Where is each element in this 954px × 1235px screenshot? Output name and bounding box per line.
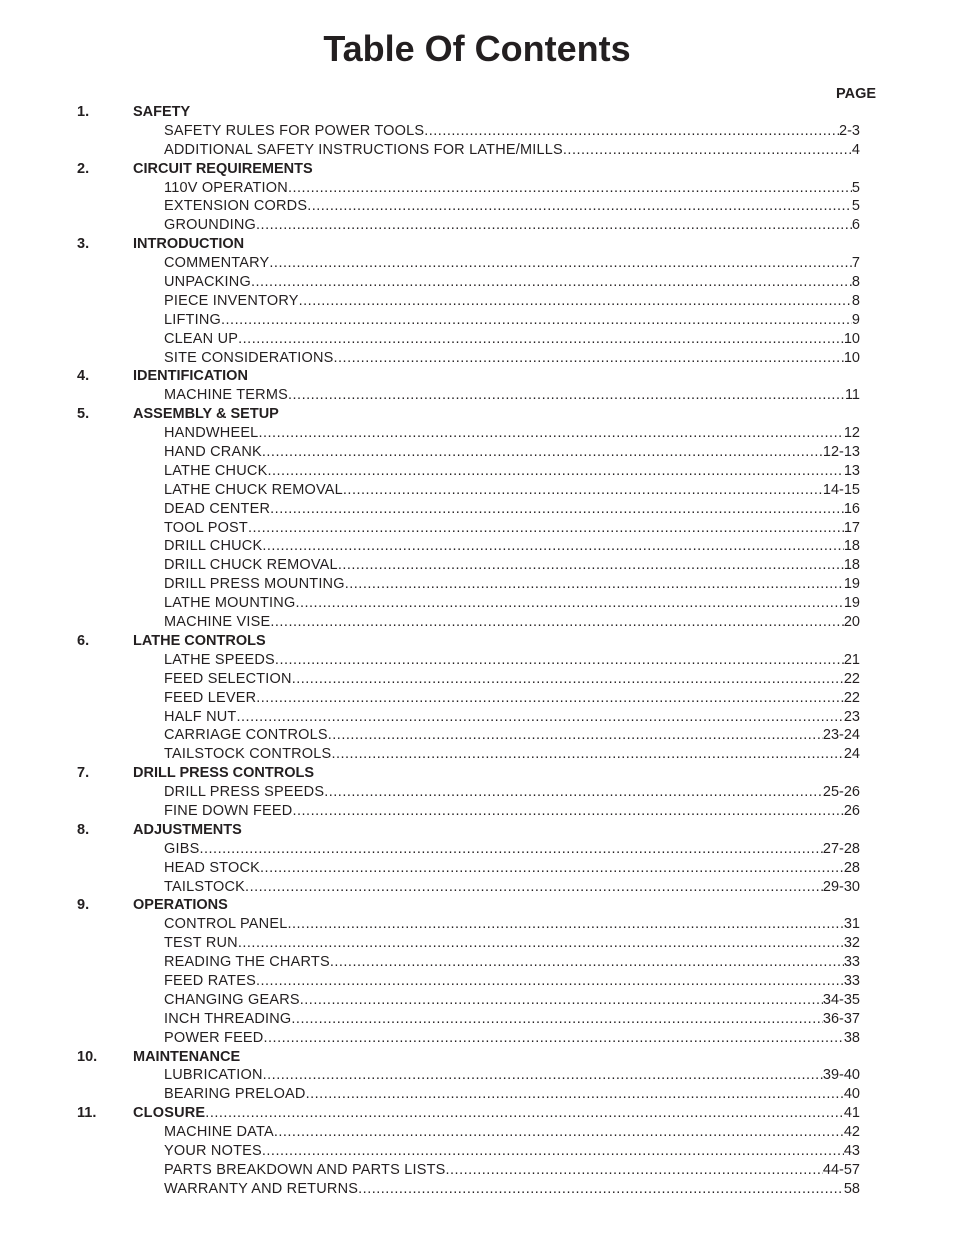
toc-entry xyxy=(0,1029,954,1048)
toc-entry-line xyxy=(164,953,860,972)
page-number: 5 xyxy=(851,179,860,196)
dot-leader xyxy=(274,1123,844,1142)
entry-title: CLEAN UP xyxy=(164,330,239,347)
dot-leader xyxy=(237,708,844,727)
entry-title: LATHE SPEEDS xyxy=(164,651,275,668)
entry-title: CHANGING GEARS xyxy=(164,991,300,1008)
entry-title: DEAD CENTER xyxy=(164,500,271,517)
dot-leader xyxy=(295,594,843,613)
entry-title: TOOL POST xyxy=(164,519,248,536)
toc-entry-line xyxy=(164,1010,860,1029)
dot-leader xyxy=(358,1180,844,1199)
toc-section xyxy=(0,632,954,651)
page-number: 14-15 xyxy=(822,481,860,498)
toc-entry-line xyxy=(164,197,860,216)
toc-entry xyxy=(0,330,954,349)
page-number: 10 xyxy=(843,330,860,347)
entry-title: CONTROL PANEL xyxy=(164,916,288,933)
toc-entry-line xyxy=(164,802,860,821)
section-title: DRILL PRESS CONTROLS xyxy=(133,765,314,782)
section-title: ADJUSTMENTS xyxy=(133,821,242,838)
entry-title: INCH THREADING xyxy=(164,1010,292,1027)
toc-section xyxy=(0,405,954,424)
page-number: 23-24 xyxy=(822,727,860,744)
toc-entry xyxy=(0,311,954,330)
toc-section xyxy=(0,764,954,783)
section-number: 3. xyxy=(77,236,90,253)
toc-entry-line xyxy=(164,1142,860,1161)
section-title: IDENTIFICATION xyxy=(133,368,248,385)
page-number: 7 xyxy=(851,255,860,272)
toc-entry xyxy=(0,292,954,311)
page-number: 31 xyxy=(843,916,860,933)
page-number: 25-26 xyxy=(822,784,860,801)
dot-leader xyxy=(256,216,852,235)
section-entry xyxy=(133,1104,860,1123)
toc-entry-line xyxy=(164,670,860,689)
toc-entry xyxy=(0,481,954,500)
section-number: 11. xyxy=(77,1105,97,1122)
dot-leader xyxy=(331,745,843,764)
toc-entry-line xyxy=(164,972,860,991)
entry-title: EXTENSION CORDS xyxy=(164,198,308,215)
toc-entry-line xyxy=(164,311,860,330)
dot-leader xyxy=(343,481,823,500)
dot-leader xyxy=(300,991,823,1010)
dot-leader xyxy=(256,689,844,708)
page-number: 39-40 xyxy=(822,1067,860,1084)
toc-section xyxy=(0,367,954,386)
page-number: 28 xyxy=(843,859,860,876)
entry-title: TAILSTOCK xyxy=(164,878,246,895)
toc-entry xyxy=(0,443,954,462)
dot-leader xyxy=(563,141,852,160)
toc-entry-line xyxy=(164,594,860,613)
toc-entry-line xyxy=(164,349,860,368)
page-number: 23 xyxy=(843,708,860,725)
page-column-header: PAGE xyxy=(836,86,877,102)
toc-entry xyxy=(0,840,954,859)
toc-section xyxy=(0,896,954,915)
dot-leader xyxy=(324,783,823,802)
dot-leader xyxy=(270,500,844,519)
toc-entry-line xyxy=(164,1123,860,1142)
entry-title: SITE CONSIDERATIONS xyxy=(164,349,334,366)
toc-entry xyxy=(0,745,954,764)
entry-title: MACHINE DATA xyxy=(164,1124,274,1141)
page-number: 34-35 xyxy=(822,991,860,1008)
toc-entry xyxy=(0,349,954,368)
toc-entry-line xyxy=(164,179,860,198)
toc-entry-line xyxy=(164,783,860,802)
entry-title: DRILL PRESS MOUNTING xyxy=(164,576,345,593)
toc-entry xyxy=(0,689,954,708)
entry-title: PIECE INVENTORY xyxy=(164,292,299,309)
toc-entry xyxy=(0,556,954,575)
toc-entry-line xyxy=(164,122,860,141)
toc-entry xyxy=(0,613,954,632)
dot-leader xyxy=(262,537,844,556)
page-number: 24 xyxy=(843,746,860,763)
page-number: 19 xyxy=(843,576,860,593)
entry-title: DRILL PRESS SPEEDS xyxy=(164,784,325,801)
toc-entry-line xyxy=(164,330,860,349)
toc-entry xyxy=(0,726,954,745)
toc-entry-line xyxy=(164,537,860,556)
dot-leader xyxy=(260,859,844,878)
toc-entry-line xyxy=(164,386,860,405)
entry-title: DRILL CHUCK xyxy=(164,538,263,555)
dot-leader xyxy=(307,197,852,216)
toc-entry xyxy=(0,575,954,594)
dot-leader xyxy=(263,1066,823,1085)
page-number: 16 xyxy=(843,500,860,517)
dot-leader xyxy=(424,122,839,141)
entry-title: HAND CRANK xyxy=(164,444,262,461)
page-number: 22 xyxy=(843,689,860,706)
toc-entry-line xyxy=(164,424,860,443)
page-number: 12-13 xyxy=(822,444,860,461)
section-title: MAINTENANCE xyxy=(133,1048,241,1065)
page-number: 36-37 xyxy=(822,1010,860,1027)
toc-entry xyxy=(0,141,954,160)
dot-leader xyxy=(345,575,844,594)
dot-leader xyxy=(269,254,852,273)
entry-title: MACHINE VISE xyxy=(164,614,271,631)
entry-title: HALF NUT xyxy=(164,708,237,725)
entry-title: LATHE CHUCK REMOVAL xyxy=(164,481,343,498)
toc-entry xyxy=(0,197,954,216)
dot-leader xyxy=(245,878,823,897)
toc-entry xyxy=(0,386,954,405)
entry-title: HANDWHEEL xyxy=(164,425,259,442)
toc-entry-line xyxy=(164,1085,860,1104)
dot-leader xyxy=(292,802,843,821)
entry-title: READING THE CHARTS xyxy=(164,954,330,971)
dot-leader xyxy=(238,330,844,349)
toc-entry xyxy=(0,708,954,727)
entry-title: FEED SELECTION xyxy=(164,670,292,687)
section-number: 8. xyxy=(77,821,90,838)
toc-entry-line xyxy=(164,991,860,1010)
toc-entry xyxy=(0,500,954,519)
entry-title: UNPACKING xyxy=(164,274,251,291)
section-title: INTRODUCTION xyxy=(133,236,245,253)
page-number: 33 xyxy=(843,954,860,971)
dot-leader xyxy=(248,519,844,538)
entry-title: GROUNDING xyxy=(164,217,257,234)
dot-leader xyxy=(262,443,823,462)
dot-leader xyxy=(205,1104,844,1123)
toc-section xyxy=(0,1048,954,1067)
dot-leader xyxy=(256,972,844,991)
section-number: 2. xyxy=(77,160,90,177)
toc-entry-line xyxy=(164,556,860,575)
toc-entry xyxy=(0,651,954,670)
toc-entry xyxy=(0,594,954,613)
dot-leader xyxy=(263,1029,843,1048)
dot-leader xyxy=(275,651,844,670)
toc-entry xyxy=(0,934,954,953)
section-title: OPERATIONS xyxy=(133,897,228,914)
entry-title: LATHE MOUNTING xyxy=(164,595,296,612)
entry-title: WARRANTY AND RETURNS xyxy=(164,1180,359,1197)
toc-entry xyxy=(0,537,954,556)
section-title: CLOSURE xyxy=(133,1105,206,1122)
toc-entry-line xyxy=(164,878,860,897)
dot-leader xyxy=(291,1010,823,1029)
toc-entry-line xyxy=(164,859,860,878)
page-number: 42 xyxy=(843,1124,860,1141)
toc-entry-line xyxy=(164,745,860,764)
page-number: 26 xyxy=(843,802,860,819)
section-number: 5. xyxy=(77,406,90,423)
entry-title: GIBS xyxy=(164,840,200,857)
toc-entry-line xyxy=(164,1161,860,1180)
entry-title: LIFTING xyxy=(164,311,221,328)
page-number: 8 xyxy=(851,274,860,291)
entry-title: CARRIAGE CONTROLS xyxy=(164,727,328,744)
page-number: 38 xyxy=(843,1029,860,1046)
toc-entry-line xyxy=(164,443,860,462)
section-number: 9. xyxy=(77,897,90,914)
entry-title: TEST RUN xyxy=(164,935,238,952)
dot-leader xyxy=(299,292,852,311)
entry-title: FINE DOWN FEED xyxy=(164,802,293,819)
page-number: 17 xyxy=(843,519,860,536)
toc-entry-line xyxy=(164,519,860,538)
dot-leader xyxy=(306,1085,844,1104)
toc-entry-line xyxy=(164,1066,860,1085)
toc-section xyxy=(0,160,954,179)
toc-entry xyxy=(0,254,954,273)
section-number: 10. xyxy=(77,1048,98,1065)
page-number: 29-30 xyxy=(822,878,860,895)
toc-entry-line xyxy=(164,254,860,273)
page-number: 10 xyxy=(843,349,860,366)
page-number: 6 xyxy=(851,217,860,234)
page-number: 32 xyxy=(843,935,860,952)
dot-leader xyxy=(270,613,844,632)
entry-title: HEAD STOCK xyxy=(164,859,261,876)
dot-leader xyxy=(262,1142,844,1161)
toc-entry xyxy=(0,1161,954,1180)
page-number: 12 xyxy=(843,425,860,442)
dot-leader xyxy=(334,349,844,368)
toc-entry xyxy=(0,1010,954,1029)
page-number: 33 xyxy=(843,972,860,989)
entry-title: FEED RATES xyxy=(164,972,256,989)
page-number: 40 xyxy=(843,1086,860,1103)
dot-leader xyxy=(258,424,843,443)
entry-title: 110V OPERATION xyxy=(164,179,288,196)
toc-entry-line xyxy=(164,613,860,632)
page-number: 8 xyxy=(851,292,860,309)
page-number: 13 xyxy=(843,462,860,479)
page-number: 19 xyxy=(843,595,860,612)
toc-section xyxy=(0,103,954,122)
page-number: 22 xyxy=(843,670,860,687)
section-number: 4. xyxy=(77,368,90,385)
page-number: 27-28 xyxy=(822,840,860,857)
page-title: Table Of Contents xyxy=(323,28,631,69)
toc-entry xyxy=(0,802,954,821)
dot-leader xyxy=(288,386,845,405)
toc-entry-line xyxy=(164,141,860,160)
toc-entry-line xyxy=(164,708,860,727)
toc-entry-line xyxy=(164,500,860,519)
section-title: SAFETY xyxy=(133,104,191,120)
section-number: 6. xyxy=(77,632,90,649)
dot-leader xyxy=(446,1161,823,1180)
toc-section xyxy=(0,235,954,254)
toc-entry-line xyxy=(164,216,860,235)
toc-entry xyxy=(0,216,954,235)
dot-leader xyxy=(338,556,844,575)
toc-entry xyxy=(0,783,954,802)
dot-leader xyxy=(287,915,843,934)
toc-entry xyxy=(0,1142,954,1161)
section-number: 7. xyxy=(77,765,90,782)
entry-title: COMMENTARY xyxy=(164,255,270,272)
dot-leader xyxy=(238,934,844,953)
dot-leader xyxy=(251,273,852,292)
toc-entry-line xyxy=(164,840,860,859)
section-number: 1. xyxy=(77,104,90,120)
page-number: 21 xyxy=(843,651,860,668)
dot-leader xyxy=(221,311,852,330)
page-number: 11 xyxy=(844,387,860,404)
toc-entry-line xyxy=(164,651,860,670)
toc-entry xyxy=(0,991,954,1010)
entry-title: DRILL CHUCK REMOVAL xyxy=(164,557,338,574)
entry-title: FEED LEVER xyxy=(164,689,257,706)
entry-title: TAILSTOCK CONTROLS xyxy=(164,746,332,763)
toc-entry-line xyxy=(164,292,860,311)
entry-title: LATHE CHUCK xyxy=(164,462,268,479)
toc-entry-line xyxy=(164,726,860,745)
toc-entry-line xyxy=(164,915,860,934)
toc-entry xyxy=(0,179,954,198)
toc-entry-line xyxy=(164,481,860,500)
page-number: 18 xyxy=(843,557,860,574)
entry-title: ADDITIONAL SAFETY INSTRUCTIONS FOR LATHE/MILLS xyxy=(164,141,563,158)
toc-entry xyxy=(0,1180,954,1199)
toc-entry xyxy=(0,670,954,689)
toc-entry xyxy=(0,878,954,897)
toc-entry xyxy=(0,972,954,991)
toc-entry-line xyxy=(164,1180,860,1199)
dot-leader xyxy=(330,953,844,972)
dot-leader xyxy=(199,840,822,859)
page-number: 58 xyxy=(843,1180,860,1197)
toc-section xyxy=(0,1104,954,1123)
toc-entry-line xyxy=(164,462,860,481)
toc-entry xyxy=(0,859,954,878)
page-number: 20 xyxy=(843,614,860,631)
toc-entry xyxy=(0,424,954,443)
toc-entry xyxy=(0,1066,954,1085)
toc-entry-line xyxy=(164,1029,860,1048)
page-number: 9 xyxy=(851,311,860,328)
entry-title: LUBRICATION xyxy=(164,1067,263,1084)
entry-title: YOUR NOTES xyxy=(164,1142,262,1159)
toc-entry xyxy=(0,1123,954,1142)
entry-title: SAFETY RULES FOR POWER TOOLS xyxy=(164,122,425,139)
dot-leader xyxy=(267,462,843,481)
entry-title: MACHINE TERMS xyxy=(164,387,288,404)
toc-entry xyxy=(0,915,954,934)
toc-entry xyxy=(0,953,954,972)
dot-leader xyxy=(292,670,844,689)
page-number: 44-57 xyxy=(822,1161,860,1178)
toc-entry xyxy=(0,273,954,292)
dot-leader xyxy=(328,726,823,745)
toc-entry xyxy=(0,122,954,141)
entry-title: POWER FEED xyxy=(164,1029,264,1046)
page-number: 18 xyxy=(843,538,860,555)
page-number: 5 xyxy=(851,198,860,215)
toc-entry xyxy=(0,1085,954,1104)
page-number: 4 xyxy=(851,141,860,158)
page-number: 41 xyxy=(843,1105,860,1122)
toc-entry xyxy=(0,519,954,538)
toc-section xyxy=(0,821,954,840)
dot-leader xyxy=(288,179,852,198)
toc-entry-line xyxy=(164,273,860,292)
section-title: ASSEMBLY & SETUP xyxy=(133,406,279,423)
page-number: 2-3 xyxy=(839,122,860,139)
toc-entry-line xyxy=(164,689,860,708)
section-title: LATHE CONTROLS xyxy=(133,632,266,649)
page-number: 43 xyxy=(843,1142,860,1159)
toc-entry-line xyxy=(164,575,860,594)
section-title: CIRCUIT REQUIREMENTS xyxy=(133,160,313,177)
toc-entry xyxy=(0,462,954,481)
entry-title: PARTS BREAKDOWN AND PARTS LISTS xyxy=(164,1161,446,1178)
toc-entry-line xyxy=(164,934,860,953)
entry-title: BEARING PRELOAD xyxy=(164,1086,306,1103)
table-of-contents xyxy=(0,103,954,1199)
